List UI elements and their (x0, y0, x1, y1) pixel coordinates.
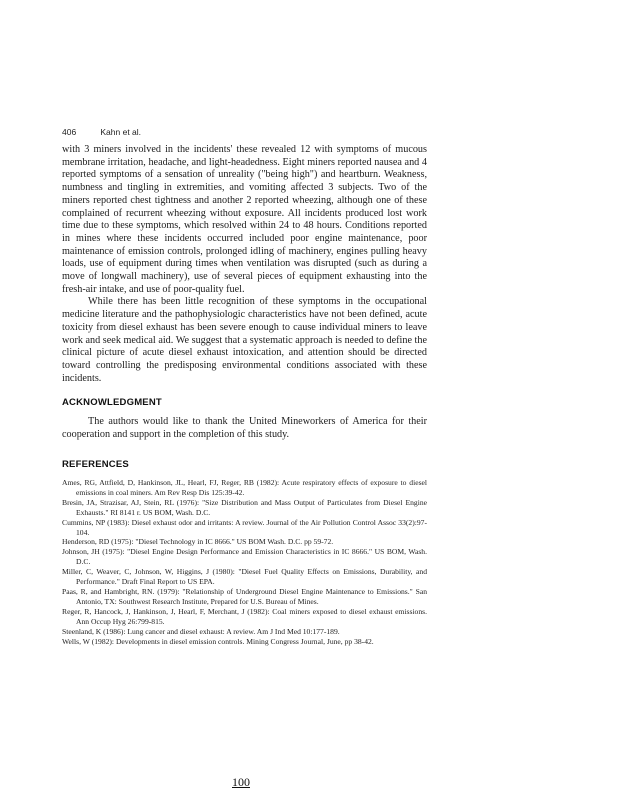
reference-list (62, 478, 427, 646)
reference-item: Bresin, JA, Strazisar, AJ, Stein, RL (1976): "Size Distribution and Mass Output of Particulates from Diesel Engine Exhausts." RI 8141 r. US BOM, Wash. D.C. (62, 497, 427, 517)
acknowledgment-heading: ACKNOWLEDGMENT (62, 397, 162, 408)
reference-item: Cummins, NP (1983): Diesel exhaust odor and irritants: A review. Journal of the Air Pollution Control Assoc 33(2):97-104. (62, 517, 427, 537)
running-header (62, 127, 141, 137)
reference-item: Miller, C, Weaver, C, Johnson, W, Higgins, J (1980): "Diesel Fuel Quality Effects on Emissions, Durability, and Performance." Draft Final Report to US EPA. (62, 567, 427, 587)
page-number: 406 (62, 127, 77, 137)
reference-item: Paas, R, and Hambright, RN. (1979): "Relationship of Underground Diesel Engine Maintenance to Emissions." San Antonio, TX: Southwest Research Institute, Prepared for U.S. Bureau of Mines. (62, 586, 427, 606)
reference-item: Steenland, K (1986): Lung cancer and diesel exhaust: A review. Am J Ind Med 10:177-189. (62, 626, 340, 636)
body-paragraph-2: While there has been little recognition of these symptoms in the occupational medicine literature and the pathophysiologic characteristics have not been defined, acute toxicity from diesel exhaust has been severe enough to cause individual miners to leave work and seek medical aid. We suggest that a systematic approach is needed to define the clinical picture of acute diesel exhaust intoxication, and attention should be directed toward controlling the predisposing environmental conditions associated with these incidents. (62, 296, 427, 384)
reference-item: Reger, R, Hancock, J, Hankinson, J, Hearl, F, Merchant, J (1982): Coal miners exposed to diesel exhaust emissions. Ann Occup Hyg 26:799-815. (62, 606, 427, 626)
acknowledgment-text (62, 416, 427, 441)
reference-item: Johnson, JH (1975): "Diesel Engine Design Performance and Emission Characteristics in IC 8666." US BOM, Wash. D.C. (62, 547, 427, 567)
footer-page-label: 100 (232, 775, 250, 789)
reference-item: Wells, W (1982): Developments in diesel emission controls. Mining Congress Journal, June, pp 38-42. (62, 636, 374, 646)
reference-item: Henderson, RD (1975): "Diesel Technology in IC 8666." US BOM Wash. D.C. pp 59-72. (62, 537, 334, 547)
body-text (62, 144, 427, 385)
reference-item: Ames, RG, Attfield, D, Hankinson, JL, Hearl, FJ, Reger, RB (1982): Acute respiratory effects of exposure to diesel emissions in coal miners. Am Rev Resp Dis 125:39-42. (62, 478, 427, 497)
running-head: Kahn et al. (100, 127, 142, 137)
references-heading: REFERENCES (62, 459, 129, 470)
acknowledgment-paragraph: The authors would like to thank the United Mineworkers of America for their cooperation and support in the completion of this study. (62, 416, 427, 440)
body-paragraph-1: with 3 miners involved in the incidents' these revealed 12 with symptoms of mucous membrane irritation, headache, and light-headedness. Eight miners reported nausea and 4 reported symptoms of a sensation of unreality ("being high") and heartburn. Weakness, numbness and tingling in extremities, and vomiting affected 3 subjects. Two of the miners reported chest tightness and another 2 reported wheezing, although one of these complained of recurrent wheezing without exposure. All incidents produced lost work time due to these symptoms, which resolved within 24 to 48 hours. Conditions reported in mines where these incidents occurred included poor engine maintenance, poor maintenance of emission controls, prolonged idling of machinery, engines pulling heavy loads, use of equipment during times when ventilation was disrupted (such as during a move of longwall machinery), use of several pieces of equipment exhausting into the fresh-air intake, and use of poor-quality fuel. (62, 144, 427, 295)
